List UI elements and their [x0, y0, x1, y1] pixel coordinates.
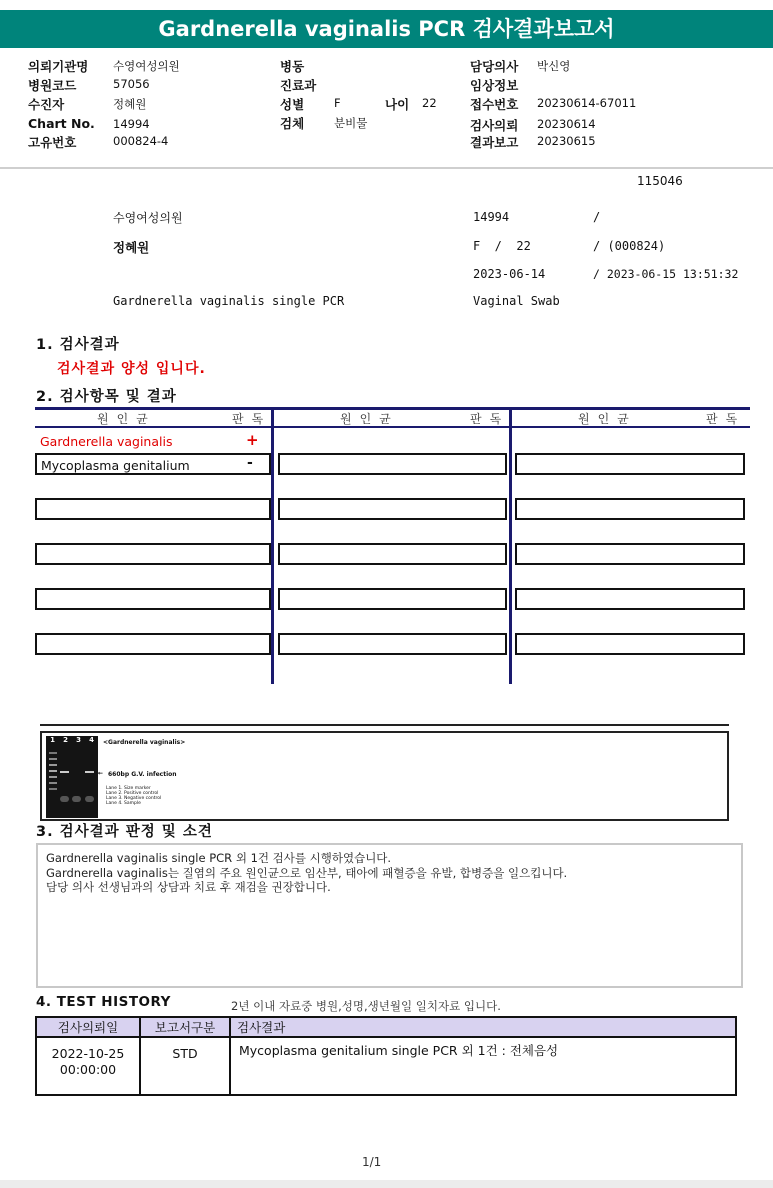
gel-title: <Gardnerella vaginalis>: [103, 739, 186, 746]
lane-number: 2: [63, 736, 68, 744]
history-date: 2022-10-25: [51, 1046, 125, 1061]
history-col-header: 보고서구분: [140, 1017, 230, 1037]
header-label: 진료과: [280, 78, 317, 93]
result-cell: [515, 588, 745, 610]
header-label: 의뢰기관명: [28, 59, 89, 74]
header-value: F: [334, 96, 341, 110]
result-cell: [515, 633, 745, 655]
header-label: 병원코드: [28, 78, 77, 93]
pathogen-name: Gardnerella vaginalis: [40, 434, 173, 449]
result-cell: [515, 498, 745, 520]
summary-date-received: 2023-06-14: [473, 267, 546, 281]
pathogen-name: Mycoplasma genitalium: [41, 458, 190, 473]
header-value: 20230614: [537, 117, 596, 131]
gel-top-rule: [40, 724, 729, 726]
gel-legend-item: Lane 3. Negative control: [106, 796, 162, 801]
header-label: 검사의뢰: [470, 118, 519, 133]
result-cell: [515, 543, 745, 565]
lane-number: 4: [89, 736, 94, 744]
result-cell: [35, 633, 271, 655]
summary-specimen: Vaginal Swab: [473, 294, 560, 308]
section1-title: 1. 검사결과: [36, 337, 120, 353]
header-value: 57056: [113, 77, 150, 91]
header-label: Chart No.: [28, 116, 95, 131]
comment-line: Gardnerella vaginalis single PCR 외 1건 검사를 시행하였습니다.: [46, 851, 392, 865]
grid-col-divider: [509, 407, 512, 684]
lane-number: 3: [76, 736, 81, 744]
header-label: 성별: [280, 97, 305, 112]
summary-id: / (000824): [593, 239, 666, 253]
history-result: Mycoplasma genitalium single PCR 외 1건 : 전체음성: [230, 1037, 736, 1095]
col-header-judge: 판독: [706, 412, 746, 426]
header-label: 접수번호: [470, 97, 519, 112]
summary-slash: /: [593, 210, 601, 224]
pathogen-result: -: [247, 455, 253, 471]
summary-patient: 정혜원: [113, 240, 150, 255]
result-cell: [35, 543, 271, 565]
header-value: 20230615: [537, 134, 596, 148]
header-value: 박신영: [537, 59, 571, 73]
result-cell: [278, 633, 507, 655]
comment-line: Gardnerella vaginalis는 질염의 주요 원인균으로 임산부, 태아에 패혈증을 유발, 합병증을 일으킵니다.: [46, 865, 568, 880]
header-label: 수진자: [28, 97, 65, 112]
gel-legend-item: Lane 4. Sample: [106, 801, 141, 806]
result-cell: [35, 498, 271, 520]
col-header-pathogen: 원인균: [578, 412, 637, 426]
gel-band-label: 660bp G.V. infection: [108, 771, 177, 778]
history-table: [35, 1016, 737, 1096]
result-cell: [515, 453, 745, 475]
header-label: 고유번호: [28, 135, 77, 150]
gel-electrophoresis-image: [46, 736, 98, 818]
result-summary: 검사결과 양성 입니다.: [57, 361, 206, 377]
history-note: 2년 이내 자료중 병원,성명,생년월일 일치자료 입니다.: [231, 999, 501, 1013]
section2-title: 2. 검사항목 및 결과: [36, 389, 177, 405]
history-col-header: 검사의뢰일: [36, 1017, 140, 1037]
result-cell: [278, 543, 507, 565]
col-header-judge: 판독: [470, 412, 510, 426]
header-label: 임상정보: [470, 78, 519, 93]
header-value: 20230614-67011: [537, 96, 637, 110]
table-row: [36, 1037, 736, 1095]
result-cell: [35, 453, 271, 475]
footer-bar: [0, 1180, 773, 1188]
col-header-judge: 판독: [232, 412, 272, 426]
history-type: STD: [140, 1037, 230, 1095]
gel-legend-item: Lane 1. Size marker: [106, 786, 151, 791]
serial-number: 115046: [637, 174, 683, 188]
header-value: 분비물: [334, 116, 368, 130]
lane-number: 1: [50, 736, 55, 744]
gel-legend-item: Lane 2. Positive control: [106, 791, 159, 796]
header-divider: [0, 167, 773, 169]
header-value: 정혜원: [113, 97, 147, 111]
report-title: Gardnerella vaginalis PCR 검사결과보고서: [0, 10, 773, 48]
result-cell: [278, 453, 507, 475]
page-number: 1/1: [362, 1155, 382, 1169]
header-value: 000824-4: [113, 134, 169, 148]
arrow-left-icon: ←: [98, 770, 104, 777]
comment-box: [36, 843, 743, 988]
header-label: 나이: [385, 97, 410, 112]
header-label: 검체: [280, 116, 305, 131]
summary-sex-age: F / 22: [473, 239, 531, 253]
header-value: 14994: [113, 117, 150, 131]
summary-date-reported: / 2023-06-15 13:51:32: [593, 267, 739, 281]
history-col-header: 검사결과: [230, 1017, 736, 1037]
col-header-pathogen: 원인균: [97, 412, 156, 426]
header-label: 병동: [280, 59, 305, 74]
section4-title: 4. TEST HISTORY: [36, 994, 171, 1010]
result-cell: [278, 498, 507, 520]
header-label: 담당의사: [470, 59, 519, 74]
summary-clinic: 수영여성의원: [113, 211, 183, 225]
summary-test-name: Gardnerella vaginalis single PCR: [113, 294, 345, 308]
result-cell: [278, 588, 507, 610]
history-header-row: [36, 1017, 736, 1037]
section3-title: 3. 검사결과 판정 및 소견: [36, 824, 213, 840]
history-date-cell: [36, 1037, 140, 1095]
comment-line: 담당 의사 선생님과의 상담과 치료 후 재검을 권장합니다.: [46, 880, 331, 894]
header-label: 결과보고: [470, 135, 519, 150]
result-cell: [35, 588, 271, 610]
header-value: 수영여성의원: [113, 59, 180, 73]
history-time: 00:00:00: [59, 1062, 117, 1077]
grid-col-divider: [271, 407, 274, 684]
col-header-pathogen: 원인균: [340, 412, 399, 426]
summary-chart: 14994: [473, 210, 510, 224]
header-value: 22: [422, 96, 437, 110]
pathogen-result: +: [246, 431, 259, 449]
